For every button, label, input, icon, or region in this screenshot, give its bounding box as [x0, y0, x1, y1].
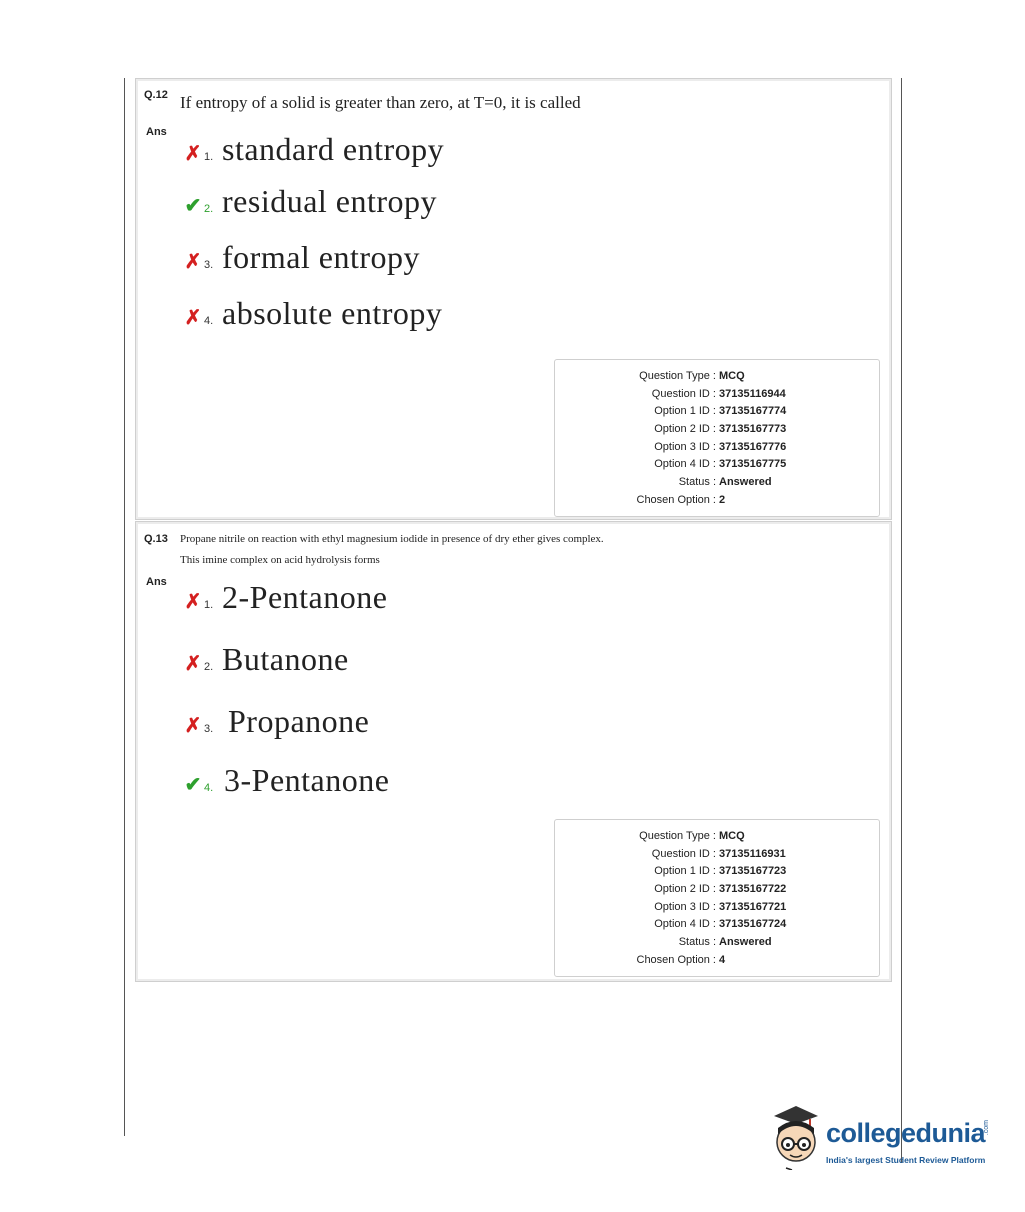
option-number: 3. [204, 723, 214, 735]
meta-label: Question ID : [651, 387, 716, 400]
meta-row [555, 863, 879, 881]
left-page-edge [124, 78, 125, 1136]
answer-label: Ans [146, 576, 167, 588]
option-text: Propanone [228, 703, 370, 739]
meta-value: 37135167722 [719, 883, 787, 896]
meta-label: Option 1 ID : [654, 405, 716, 418]
meta-label: Status : [678, 476, 716, 489]
meta-value: 2 [719, 493, 726, 506]
meta-value: 37135167775 [719, 458, 787, 471]
meta-row [555, 952, 879, 970]
collegedunia-logo [766, 1104, 996, 1174]
question-number: Q.13 [144, 533, 168, 545]
cross-icon: ✗ [184, 653, 202, 675]
option-3 [184, 239, 420, 276]
meta-value: Answered [719, 476, 772, 489]
option-text: 3-Pentanone [224, 762, 390, 798]
question-text: If entropy of a solid is greater than zero, at T=0, it is called [180, 93, 581, 112]
meta-row [555, 934, 879, 952]
meta-value: 37135167724 [719, 918, 787, 931]
meta-value: MCQ [719, 370, 745, 382]
option-4 [184, 762, 389, 799]
option-text: formal entropy [222, 239, 421, 275]
meta-label: Question Type : [639, 830, 716, 842]
checkmark-icon: ✔ [184, 774, 202, 796]
meta-row [555, 368, 879, 386]
right-page-edge [901, 78, 902, 1163]
meta-value: 37135167721 [719, 900, 787, 913]
meta-label: Question ID : [651, 847, 716, 860]
meta-row [555, 492, 879, 510]
meta-row [555, 386, 879, 404]
meta-label: Option 2 ID : [654, 883, 716, 896]
option-text: absolute entropy [222, 295, 443, 331]
meta-value: 37135116944 [719, 387, 786, 400]
option-text: 2-Pentanone [222, 579, 388, 615]
option-number: 4. [204, 315, 214, 327]
meta-value: Answered [719, 936, 772, 949]
checkmark-icon: ✔ [184, 195, 202, 217]
meta-value: 37135167776 [719, 440, 787, 453]
answer-label: Ans [146, 126, 167, 138]
question-text-line-2: This imine complex on acid hydrolysis forms [180, 554, 380, 566]
meta-label: Option 2 ID : [654, 423, 716, 436]
question-block-13 [135, 521, 892, 982]
cross-icon: ✗ [184, 307, 202, 329]
question-details-panel [554, 359, 880, 517]
option-4 [184, 295, 442, 332]
option-3 [184, 703, 369, 740]
meta-label: Option 3 ID : [654, 440, 716, 453]
mascot-icon [766, 1104, 824, 1170]
option-1 [184, 579, 387, 616]
option-number: 2. [204, 661, 214, 673]
meta-label: Option 3 ID : [654, 900, 716, 913]
meta-row [555, 846, 879, 864]
meta-value: 37135167774 [719, 405, 787, 418]
cross-icon: ✗ [184, 591, 202, 613]
cross-icon: ✗ [184, 715, 202, 737]
option-1 [184, 131, 444, 168]
meta-row [555, 828, 879, 846]
meta-row [555, 881, 879, 899]
logo-suffix: .com [983, 1120, 990, 1136]
cross-icon: ✗ [184, 143, 202, 165]
meta-value: 37135167773 [719, 423, 787, 436]
logo-wordmark: collegedunia [826, 1118, 986, 1148]
meta-row [555, 916, 879, 934]
option-number: 1. [204, 599, 214, 611]
question-number: Q.12 [144, 89, 168, 101]
meta-value: MCQ [719, 830, 745, 842]
meta-label: Option 4 ID : [654, 918, 716, 931]
meta-row [555, 899, 879, 917]
question-text-line-1: Propane nitrile on reaction with ethyl magnesium iodide in presence of dry ether gives complex. [180, 533, 604, 545]
option-text: Butanone [222, 641, 349, 677]
meta-label: Option 4 ID : [654, 458, 716, 471]
question-details-panel [554, 819, 880, 977]
meta-row [555, 456, 879, 474]
meta-label: Chosen Option : [636, 953, 716, 966]
question-block-12 [135, 78, 892, 520]
meta-value: 37135167723 [719, 865, 787, 878]
meta-row [555, 439, 879, 457]
option-2 [184, 641, 349, 678]
meta-value: 37135116931 [719, 847, 786, 860]
meta-row [555, 403, 879, 421]
meta-label: Status : [678, 936, 716, 949]
option-number: 2. [204, 203, 214, 215]
option-number: 1. [204, 151, 214, 163]
logo-tagline: India's largest Student Review Platform [826, 1155, 986, 1165]
cross-icon: ✗ [184, 251, 202, 273]
meta-row [555, 421, 879, 439]
option-number: 3. [204, 259, 214, 271]
meta-label: Chosen Option : [636, 493, 716, 506]
meta-value: 4 [719, 953, 726, 966]
option-number: 4. [204, 782, 214, 794]
meta-label: Option 1 ID : [654, 865, 716, 878]
option-2 [184, 183, 437, 220]
meta-label: Question Type : [639, 370, 716, 382]
option-text: standard entropy [222, 131, 445, 167]
option-text: residual entropy [222, 183, 438, 219]
meta-row [555, 474, 879, 492]
